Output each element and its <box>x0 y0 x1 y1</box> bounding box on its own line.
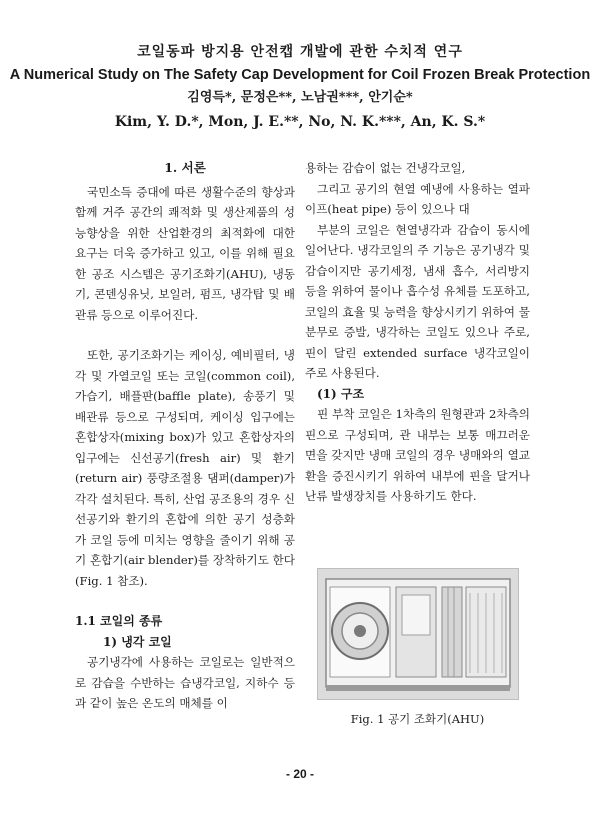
paragraph: 국민소득 증대에 따른 생활수준의 향상과 함께 거주 공간의 쾌적화 및 생산제품의 성능향상을 위한 산업환경의 최적화에 대한 요구는 더욱 증가하고 있고, 이를 위해 필요한 공조 시스템은 공기조화기(AHU), 냉동기, 콘덴싱유닛, 보일러, 펌프, 냉각탑 및 배관류 등으로 이루어진다. <box>75 184 295 322</box>
page-number: - 20 - <box>285 767 314 781</box>
paragraph: 부분의 코일은 현열냉각과 감습이 동시에 일어난다. 냉각코일의 주 기능은 공기냉각 및 감습이지만 공기세정, 냄새 흡수, 서리방지 등을 위하여 물이나 흡수성 유체를 도포하고, 코일의 효율 및 능력을 향상시키기 위하여 물분무로 증발, 냉각하는 코일도 있으나 주로, 핀이 달린 extended surface 냉각코일이 주로 사용된다. <box>305 222 530 380</box>
subheading-structure: (1) 구조 <box>317 386 365 401</box>
authors-korean: 김영득*, 문정은**, 노남권***, 안기순* <box>187 90 413 105</box>
ahu-photo-illustration <box>318 569 518 699</box>
right-column <box>305 158 530 507</box>
subheading-cooling-coil: 1) 냉각 코일 <box>103 634 172 649</box>
title-english: A Numerical Study on The Safety Cap Development for Coil Frozen Break Protection <box>9 67 591 83</box>
paragraph: 또한, 공기조화기는 케이싱, 예비필터, 냉각 및 가열코일 또는 코일(common coil), 가습기, 배플판(baffle plate), 송풍기 및 배관류 등으로 구성되며, 케이싱 입구에는 혼합상자(mixing box)가 있고 혼합상자의 입구에는 신선공기(fresh air) 및 환기(return air) 풍량조절용 댐퍼(damper)가 각각 설치된다. 특히, 산업 공조용의 경우 신선공기와 환기의 혼합에 의한 공기 성층화가 코일 등에 미치는 영향을 줄이기 위해 공기 혼합기(air blender)를 장착하기도 한다(Fig. 1 참조). <box>75 348 295 588</box>
title-korean: 코일동파 방지용 안전캡 개발에 관한 수치적 연구 <box>137 44 463 60</box>
title-block <box>0 42 600 132</box>
ahu-photo <box>317 568 519 700</box>
section-heading-introduction: 1. 서론 <box>164 160 206 175</box>
authors-english: Kim, Y. D.*, Mon, J. E.**, No, N. K.***, An, K. S.* <box>114 114 486 130</box>
paragraph: 그리고 공기의 현열 예냉에 사용하는 열파이프(heat pipe) 등이 있으나 대 <box>305 181 530 216</box>
paragraph: 공기냉각에 사용하는 코일로는 일반적으로 감습을 수반하는 습냉각코일, 지하수 등과 같이 높은 온도의 매체를 이 <box>75 655 295 710</box>
figure-caption: Fig. 1 공기 조화기(AHU) <box>350 712 485 726</box>
left-column <box>75 158 295 714</box>
paragraph: 핀 부착 코일은 1차측의 원형관과 2차측의 핀으로 구성되며, 관 내부는 보통 매끄러운 면을 갖지만 냉매 코일의 경우 냉매와의 열교환을 증진시키기 위하여 내부에 핀을 달거나 난류 발생장치를 사용하기도 한다. <box>305 407 530 503</box>
section-heading-coil-types: 1.1 코일의 종류 <box>75 614 163 628</box>
paragraph: 용하는 감습이 없는 건냉각코일, <box>305 161 466 175</box>
